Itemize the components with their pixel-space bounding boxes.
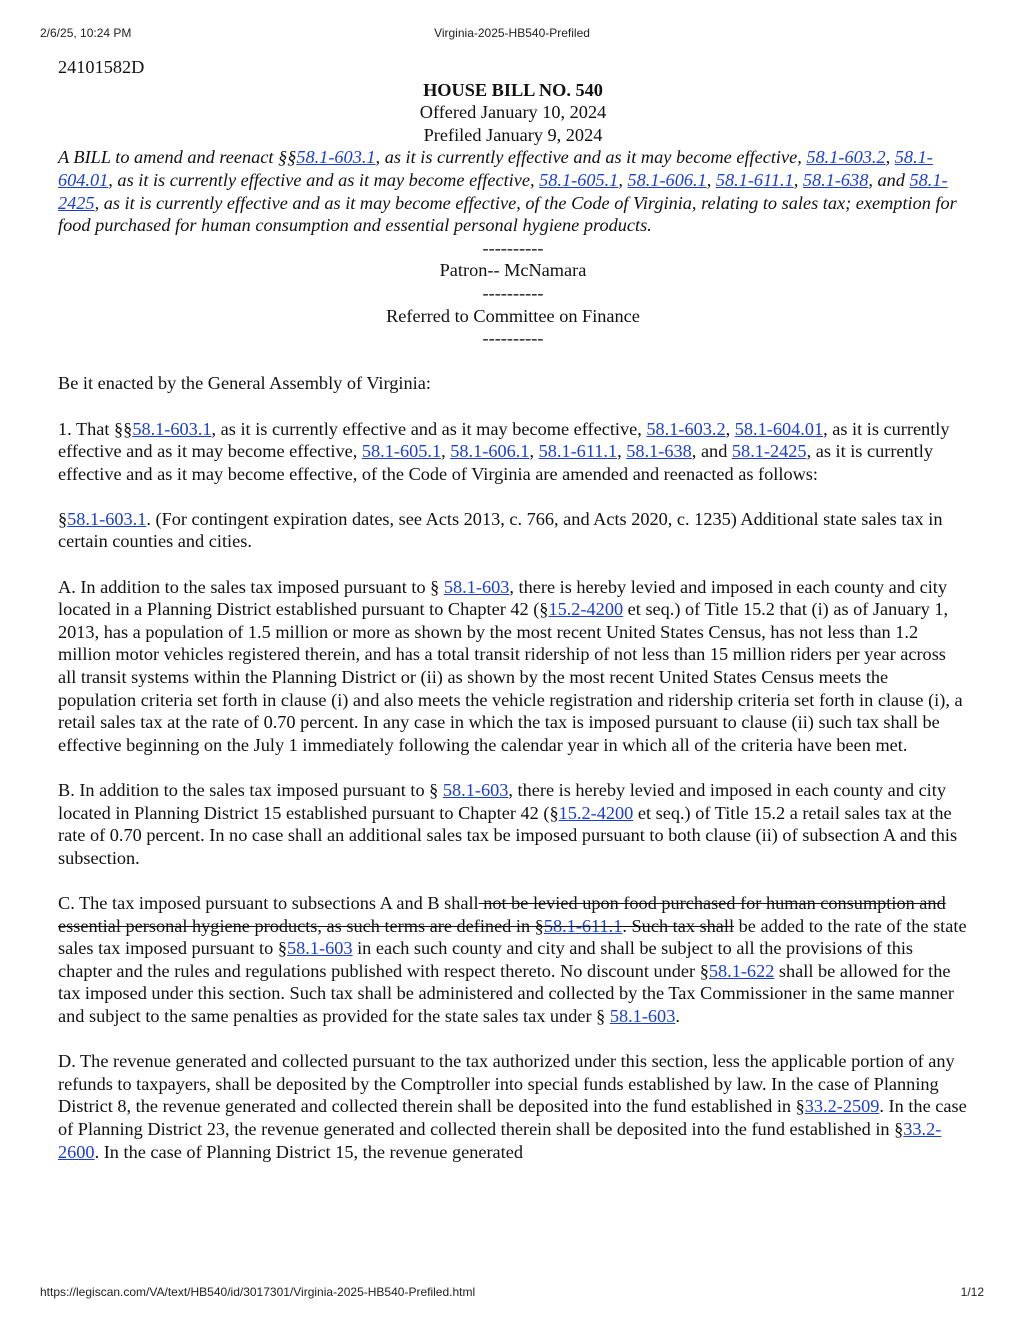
code-link[interactable]: 58.1-611.1 bbox=[538, 441, 618, 462]
title-text: , bbox=[885, 147, 895, 168]
print-datetime: 2/6/25, 10:24 PM bbox=[40, 26, 132, 40]
deleted-text: . Such tax shall bbox=[622, 915, 735, 936]
title-text: , bbox=[793, 169, 803, 190]
body-text: in each such county and city and shall be subject to all the provisions of this chapter and the rules and regulations published with respect thereto. No discount under § bbox=[58, 938, 914, 981]
print-header bbox=[40, 26, 984, 42]
code-link[interactable]: 58.1-603 bbox=[443, 576, 510, 597]
print-doc-title: Virginia-2025-HB540-Prefiled bbox=[434, 26, 590, 40]
prefiled-date: Prefiled January 9, 2024 bbox=[423, 124, 603, 145]
body-text: . bbox=[675, 1005, 680, 1026]
body-text: , bbox=[441, 441, 451, 462]
code-link[interactable]: 58.1-605.1 bbox=[361, 441, 442, 462]
body-text: A. In addition to the sales tax imposed pursuant to § bbox=[58, 576, 444, 597]
body-text: , bbox=[529, 441, 539, 462]
code-link[interactable]: 58.1-603.1 bbox=[132, 418, 212, 439]
body-text: D. The revenue generated and collected pursuant to the tax authorized under this section, less the applicable portion of any refunds to taxpayers, shall be deposited by the Comptroller into special funds established by law. In the case of Planning District 8, the revenue generated and collected therein shall be deposited into the fund established in § bbox=[58, 1051, 955, 1117]
body-text: , bbox=[725, 418, 735, 439]
body-text: C. The tax imposed pursuant to subsections A and B shall bbox=[58, 892, 479, 913]
code-link[interactable]: 15.2-4200 bbox=[548, 599, 624, 620]
section-1-paragraph bbox=[58, 418, 968, 486]
body-text: § bbox=[58, 508, 68, 529]
code-link[interactable]: 58.1-2425 bbox=[58, 169, 948, 213]
bill-document bbox=[58, 56, 968, 1163]
code-link[interactable]: 58.1-604.01 bbox=[734, 418, 824, 439]
patron-line: Patron-- McNamara bbox=[439, 260, 587, 281]
print-url: https://legiscan.com/VA/text/HB540/id/3017301/Virginia-2025-HB540-Prefiled.html bbox=[40, 1285, 476, 1299]
body-text: . In the case of Planning District 23, the revenue generated and collected therein shall be deposited into the fund established in § bbox=[58, 1096, 967, 1139]
code-link[interactable]: 58.1-603.1 bbox=[296, 147, 376, 168]
body-text: et seq.) of Title 15.2 that (i) as of January 1, 2013, has a population of 1.5 million or more as shown by the most recent United States Census, has not less than 1.2 million motor vehicles registered therein, and has a total transit ridership of not less than 15 million riders per year across all transit systems within the Planning District or (ii) as shown by the most recent United States Census meets the population criteria set forth in clause (i) and also meets the vehicle registration and ridership criteria set forth in clause (i), a retail sales tax at the rate of 0.70 percent. In any case in which the tax is imposed pursuant to clause (ii) such tax shall be effective beginning on the July 1 immediately following the calendar year in which all of the criteria have been met. bbox=[58, 599, 963, 755]
body-text: . In the case of Planning District 15, the revenue generated bbox=[94, 1141, 524, 1162]
code-link[interactable]: 58.1-603.1 bbox=[67, 508, 147, 529]
section-heading bbox=[58, 508, 968, 553]
body-text: shall be allowed for the tax imposed under this section. Such tax shall be administered and collected by the Tax Commissioner in the same manner and subject to the same penalties as provided for the state sales tax under § bbox=[58, 960, 954, 1026]
enacting-clause: Be it enacted by the General Assembly of Virginia: bbox=[58, 373, 431, 394]
code-link[interactable]: 58.1-603 bbox=[442, 780, 509, 800]
title-text: , as it is currently effective and as it may become effective, of the Code of Virginia, relating to sales tax; exemption for food purchased for human consumption and essential personal hygiene products. bbox=[58, 192, 957, 236]
body-text: , there is hereby levied and imposed in each county and city located in Planning District 15 established pursuant to Chapter 42 (§ bbox=[58, 780, 946, 823]
separator: ---------- bbox=[482, 328, 544, 349]
title-text: , as it is currently effective and as it may become effective, bbox=[108, 169, 540, 190]
body-text: , as it is currently effective and as it may become effective, bbox=[58, 418, 950, 462]
separator: ---------- bbox=[482, 237, 544, 258]
subsection-b bbox=[58, 779, 968, 869]
code-link[interactable]: 58.1-604.01 bbox=[58, 147, 933, 190]
code-link[interactable]: 58.1-606.1 bbox=[450, 441, 530, 462]
body-text: be added to the rate of the state sales tax imposed pursuant to § bbox=[58, 915, 967, 959]
title-text: , as it is currently effective and as it may become effective, bbox=[375, 147, 807, 168]
code-link[interactable]: 58.1-603 bbox=[287, 938, 353, 959]
body-text: , there is hereby levied and imposed in each county and city located in a Planning District established pursuant to Chapter 42 (§ bbox=[58, 576, 947, 620]
body-text: et seq.) of Title 15.2 a retail sales tax at the rate of 0.70 percent. In no case shall an additional sales tax be imposed pursuant to both clause (ii) of subsection A and this subsection. bbox=[58, 802, 958, 868]
body-text: B. In addition to the sales tax imposed pursuant to § bbox=[58, 780, 443, 800]
page-number: 1/12 bbox=[960, 1285, 984, 1299]
code-link[interactable]: 58.1-611.1 bbox=[715, 169, 794, 190]
separator: ---------- bbox=[482, 282, 544, 303]
code-link[interactable]: 33.2-2509 bbox=[804, 1096, 880, 1117]
bill-title bbox=[58, 146, 968, 236]
body-text: , as it is currently effective and as it may become effective, of the Code of Virginia are amended and reenacted as follows: bbox=[58, 441, 933, 484]
subsection-a bbox=[58, 576, 968, 757]
body-text: , bbox=[617, 441, 627, 462]
code-link[interactable]: 33.2-2600 bbox=[58, 1118, 942, 1162]
code-link[interactable]: 58.1-2425 bbox=[731, 441, 807, 462]
title-text: A BILL to amend and reenact §§ bbox=[58, 147, 297, 168]
subsection-d bbox=[58, 1050, 968, 1163]
code-link[interactable]: 58.1-603.2 bbox=[646, 418, 726, 439]
referral-line: Referred to Committee on Finance bbox=[386, 305, 640, 326]
body-text: . (For contingent expiration dates, see Acts 2013, c. 766, and Acts 2020, c. 1235) Additional state sales tax in certain counties and cities. bbox=[58, 508, 943, 552]
code-link[interactable]: 58.1-603 bbox=[609, 1005, 676, 1026]
offered-date: Offered January 10, 2024 bbox=[419, 102, 607, 123]
deleted-text: not be levied upon food purchased for human consumption and essential personal hygiene products, as such terms are defined in § bbox=[58, 892, 946, 936]
print-footer bbox=[40, 1285, 984, 1301]
code-link[interactable]: 58.1-603.2 bbox=[806, 147, 886, 168]
body-text: , and bbox=[691, 441, 732, 462]
bill-number: HOUSE BILL NO. 540 bbox=[423, 79, 603, 100]
document-id: 24101582D bbox=[58, 57, 145, 77]
code-link[interactable]: 58.1-605.1 bbox=[539, 169, 619, 190]
subsection-c bbox=[58, 892, 968, 1028]
title-text: , bbox=[618, 169, 628, 190]
code-link[interactable]: 58.1-606.1 bbox=[627, 169, 707, 190]
code-link[interactable]: 58.1-638 bbox=[802, 169, 869, 190]
body-text: 1. That §§ bbox=[58, 418, 133, 439]
code-link[interactable]: 58.1-611.1 bbox=[543, 915, 623, 936]
code-link[interactable]: 58.1-638 bbox=[626, 441, 692, 462]
title-text: , bbox=[706, 169, 716, 190]
title-text: , and bbox=[868, 169, 910, 190]
code-link[interactable]: 58.1-622 bbox=[708, 960, 775, 981]
code-link[interactable]: 15.2-4200 bbox=[558, 802, 634, 823]
body-text: , as it is currently effective and as it may become effective, bbox=[211, 418, 647, 439]
